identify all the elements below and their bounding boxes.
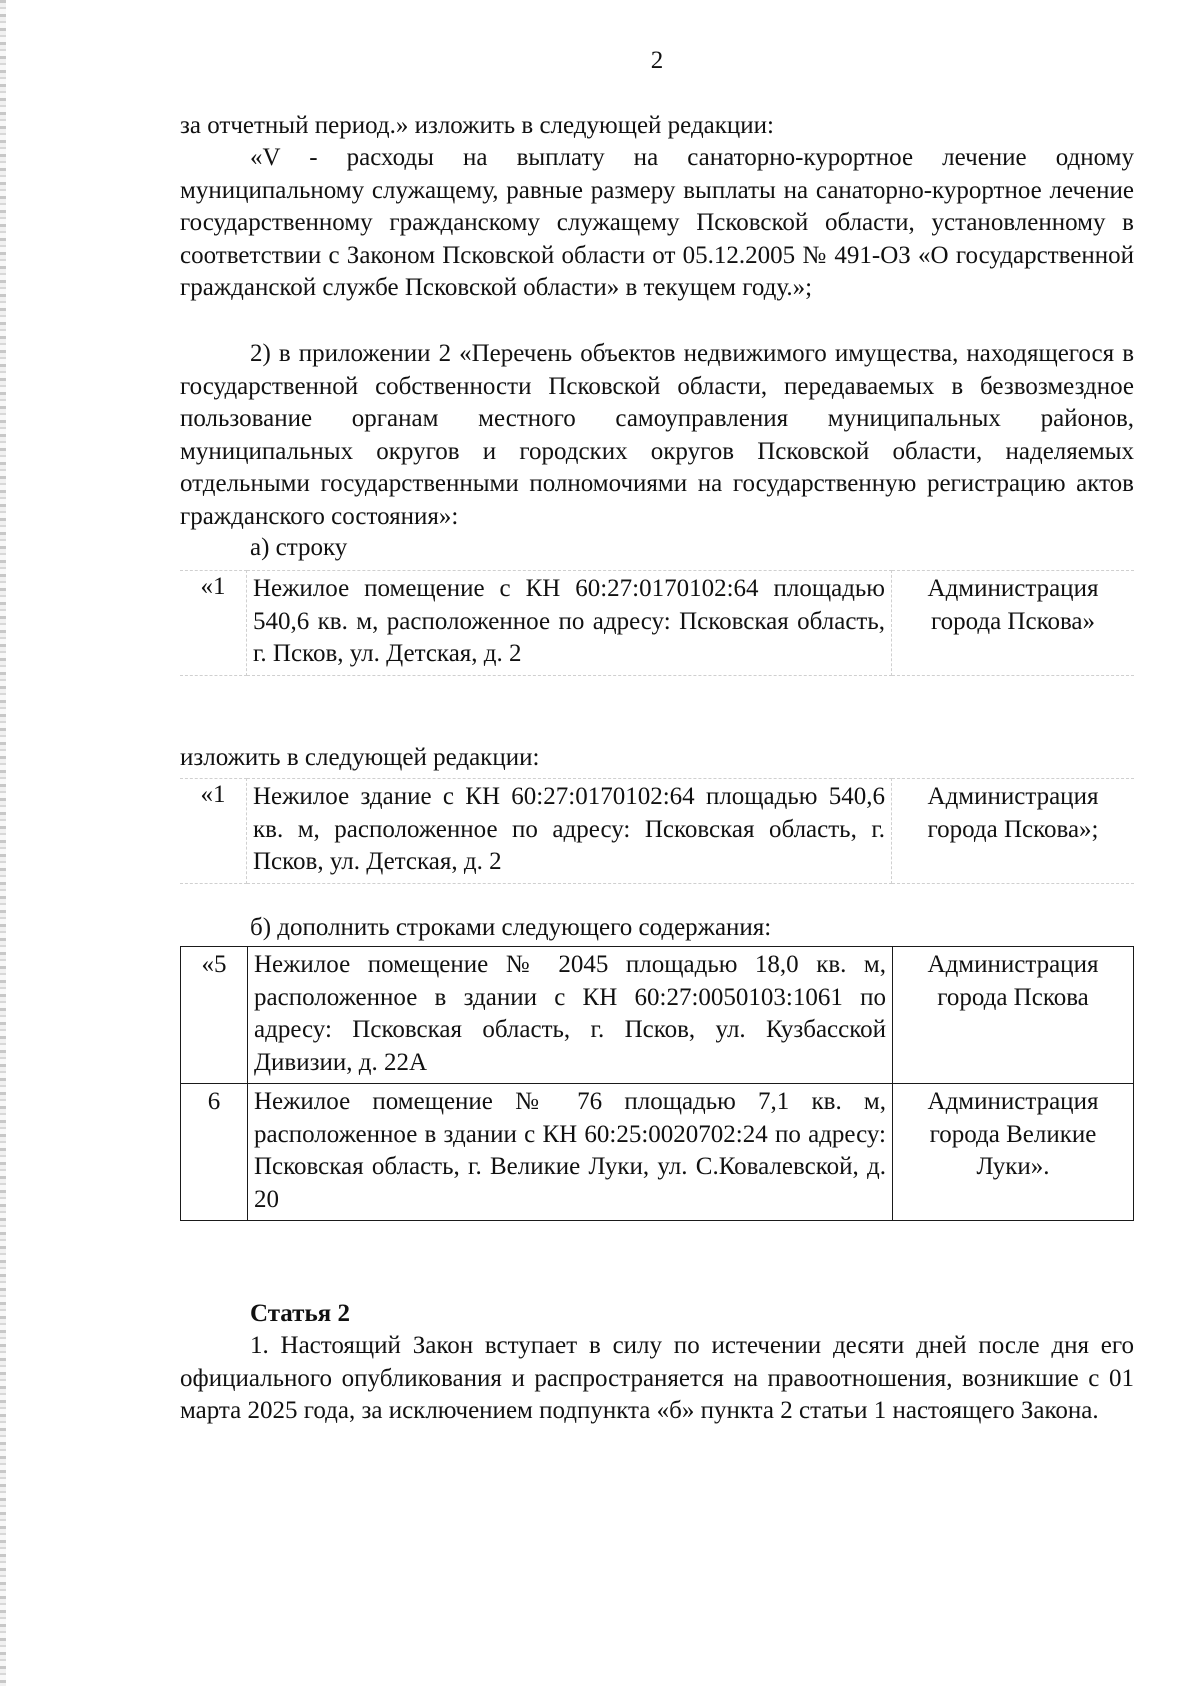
- intro-line: за отчетный период.» изложить в следующей редакции:: [180, 112, 774, 139]
- v-definition-paragraph: «V - расходы на выплату на санаторно-курортное лечение одному муниципальному служащему, равные размеру выплаты на санаторно-курортное лечение государственному гражданскому служащему Псковской области, установленному в соответствии с Законом Псковской области от 05.12.2005 № 491-ОЗ «О государственной гражданской службе Псковской области» в текущем году.»;: [180, 144, 1134, 301]
- row-organization: Администрация города Великие Луки».: [893, 1084, 1134, 1221]
- item-2-paragraph: 2) в приложении 2 «Перечень объектов недвижимого имущества, находящегося в государственной собственности Псковской области, передаваемых в безвозмездное пользование органам местного самоуправления муниципальных районов, муниципальных округов и городских округов Псковской области, наделяемых отдельными государственными полномочиями на государственную регистрацию актов гражданского состояния»:: [180, 340, 1134, 530]
- page-number: 2: [650, 47, 664, 74]
- table-row: [180, 779, 1134, 884]
- table-row: [181, 947, 1134, 1084]
- row-number: «5: [181, 947, 248, 1084]
- scan-edge: [0, 0, 6, 1686]
- replace-text: изложить в следующей редакции:: [180, 744, 540, 771]
- article-paragraph: 1. Настоящий Закон вступает в силу по истечении десяти дней после дня его официального опубликования и распространяется на правоотношения, возникшие с 01 марта 2025 года, за исключением подпункта «б» пункта 2 статьи 1 настоящего Закона.: [180, 1332, 1134, 1424]
- row-organization: Администрация города Пскова»;: [892, 779, 1135, 884]
- subitem-b: б) дополнить строками следующего содержания:: [250, 914, 772, 941]
- row-number: «1: [180, 779, 247, 884]
- table-row: [180, 571, 1134, 676]
- new-row-table: [180, 778, 1134, 884]
- row-description: Нежилое помещение № 76 площадью 7,1 кв. м, расположенное в здании с КН 60:25:0020702:24 по адресу: Псковская область, г. Великие Луки, ул. С.Ковалевской, д. 20: [248, 1084, 893, 1221]
- row-organization: Администрация города Пскова»: [892, 571, 1135, 676]
- table-row: [181, 1084, 1134, 1221]
- row-number: «1: [180, 571, 247, 676]
- row-description: Нежилое здание с КН 60:27:0170102:64 площадью 540,6 кв. м, расположенное по адресу: Псковская область, г. Псков, ул. Детская, д. 2: [247, 779, 892, 884]
- row-organization: Администрация города Пскова: [893, 947, 1134, 1084]
- row-description: Нежилое помещение с КН 60:27:0170102:64 площадью 540,6 кв. м, расположенное по адресу: Псковская область, г. Псков, ул. Детская, д. 2: [247, 571, 892, 676]
- article-heading: Статья 2: [250, 1300, 350, 1327]
- row-description: Нежилое помещение № 2045 площадью 18,0 кв. м, расположенное в здании с КН 60:27:0050103:1061 по адресу: Псковская область, г. Псков, ул. Кузбасской Дивизии, д. 22А: [248, 947, 893, 1084]
- added-rows-table: [180, 946, 1134, 1221]
- subitem-a: а) строку: [250, 534, 348, 561]
- old-row-table: [180, 570, 1134, 676]
- row-number: 6: [181, 1084, 248, 1221]
